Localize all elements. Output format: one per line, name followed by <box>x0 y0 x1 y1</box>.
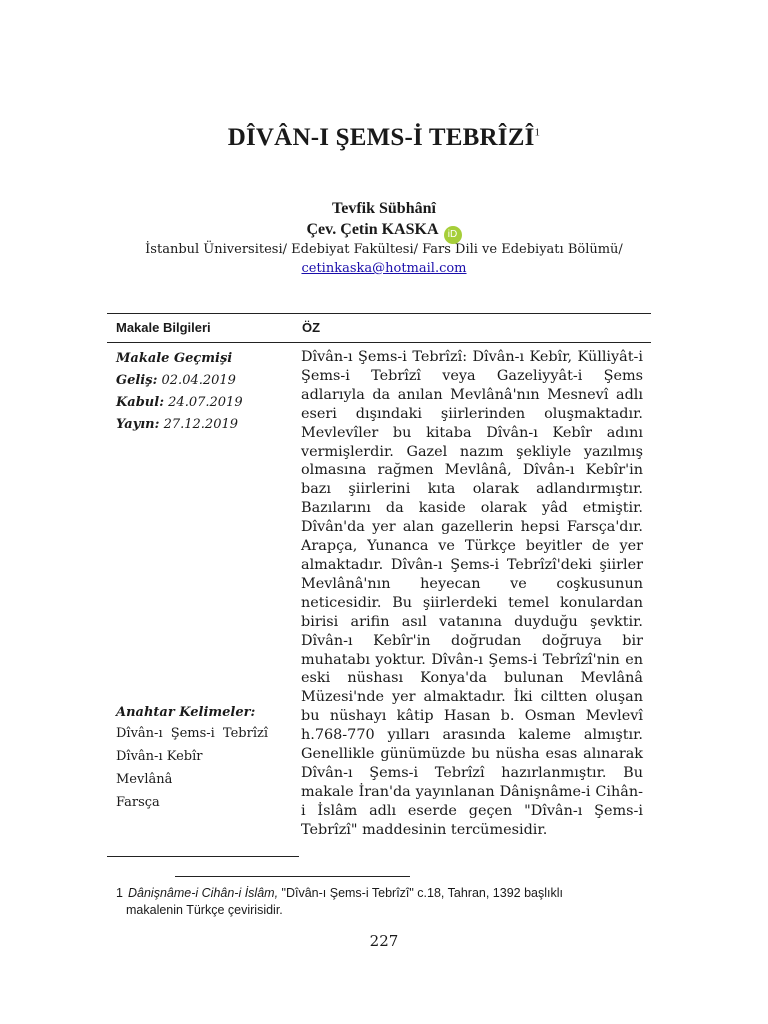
footnote-text: "Dîvân-ı Şems-i Tebrîzî" c.18, Tahran, 1392 başlıklı <box>278 886 563 900</box>
orcid-icon[interactable]: iD <box>444 226 462 244</box>
published-label: Yayın: <box>116 417 160 432</box>
email-line <box>0 261 768 276</box>
abstract-text: Dîvân-ı Şems-i Tebrîzî: Dîvân-ı Kebîr, Külliyât-i Şems-i Tebrîzî veya Gazeliyyât-i Şems adlarıyla da anılan Mevlânâ'nın Mesnevî adlı eseri dışındaki şiirlerinden oluşmaktadır. Mevlevîler bu kitaba Dîvân-ı Kebîr adını vermişlerdir. Gazel nazım şekliyle yazılmış olmasına rağmen Mevlânâ, Dîvân-ı Kebîr'in bazı şiirlerini kıta olarak adlandırmıştır. Bazılarını da kaside olarak yâd etmiştir. Dîvân'da yer alan gazellerin hepsi Farsça'dır. Arapça, Yunanca ve Türkçe beyitler de yer almaktadır. Dîvân-ı Şems-i Tebrîzî'deki şiirler Mevlânâ'nın heyecan ve coşkusunun neticesidir. Bu şiirlerdeki temel konulardan birisi arifin asıl vatanına duyduğu şevktir. Dîvân-ı Kebîr'in doğrudan doğruya bir muhatabı yoktur. Dîvân-ı Şems-i Tebrîzî'nin en eski nüshası Konya'da bulunan Mevlânâ Müzesi'nde yer almaktadır. İki ciltten oluşan bu nüshayı kâtip Hasan b. Osman Mevlevî h.768-770 yılları arasında kaleme almıştır. Genellikle günümüzde bu nüsha esas alınarak Dîvân-ı Şems-i Tebrîzî hazırlanmıştır. Bu makale İran'da yayınlanan Dânişnâme-i Cihân-i İslâm adlı eserde geçen "Dîvân-ı Şems-i Tebrîzî" maddesinin tercümesidir. <box>301 349 643 838</box>
author-name: Tevfik Sübhânî <box>332 200 436 217</box>
keyword-item: Farsça <box>116 795 160 810</box>
footnote-source-title: Dânişnâme-i Cihân-i İslâm, <box>128 886 279 900</box>
keyword-item: Dîvân-ı Kebîr <box>116 749 203 764</box>
title-footnote-marker[interactable]: 1 <box>534 126 541 139</box>
footnote-continuation: makalenin Türkçe çevirisidir. <box>126 903 283 917</box>
page-number: 227 <box>369 932 399 950</box>
article-history <box>116 348 268 436</box>
email-link[interactable]: cetinkaska@hotmail.com <box>301 261 467 276</box>
published-row <box>116 414 268 436</box>
received-label: Geliş: <box>116 373 158 388</box>
history-heading: Makale Geçmişi <box>116 351 233 366</box>
translator-line <box>0 221 768 244</box>
translator-name: Çev. Çetin KASKA <box>306 221 439 238</box>
footnote-separator <box>175 876 410 877</box>
title-text: DÎVÂN-I ŞEMS-İ TEBRÎZÎ <box>227 124 535 151</box>
accepted-date: 24.07.2019 <box>168 395 243 410</box>
keywords-heading: Anahtar Kelimeler: <box>116 705 256 720</box>
footnote <box>116 885 651 919</box>
accepted-label: Kabul: <box>116 395 165 410</box>
table-header-rule <box>107 342 651 343</box>
received-row <box>116 370 268 392</box>
footnote-number: 1 <box>116 886 123 900</box>
article-title <box>0 124 768 152</box>
article-info-header: Makale Bilgileri <box>116 320 211 335</box>
published-date: 27.12.2019 <box>163 417 239 432</box>
affiliation: İstanbul Üniversitesi/ Edebiyat Fakültesi/ Fars Dili ve Edebiyatı Bölümü/ <box>145 242 623 257</box>
accepted-row <box>116 392 268 414</box>
keywords-block <box>116 703 268 817</box>
received-date: 02.04.2019 <box>161 373 236 388</box>
table-top-rule <box>107 313 651 314</box>
keyword-item: Mevlânâ <box>116 772 173 787</box>
table-bottom-rule <box>107 856 299 857</box>
keyword-item: Dîvân-ı Şems-i Tebrîzî <box>116 726 268 741</box>
abstract-header: ÖZ <box>302 320 321 335</box>
